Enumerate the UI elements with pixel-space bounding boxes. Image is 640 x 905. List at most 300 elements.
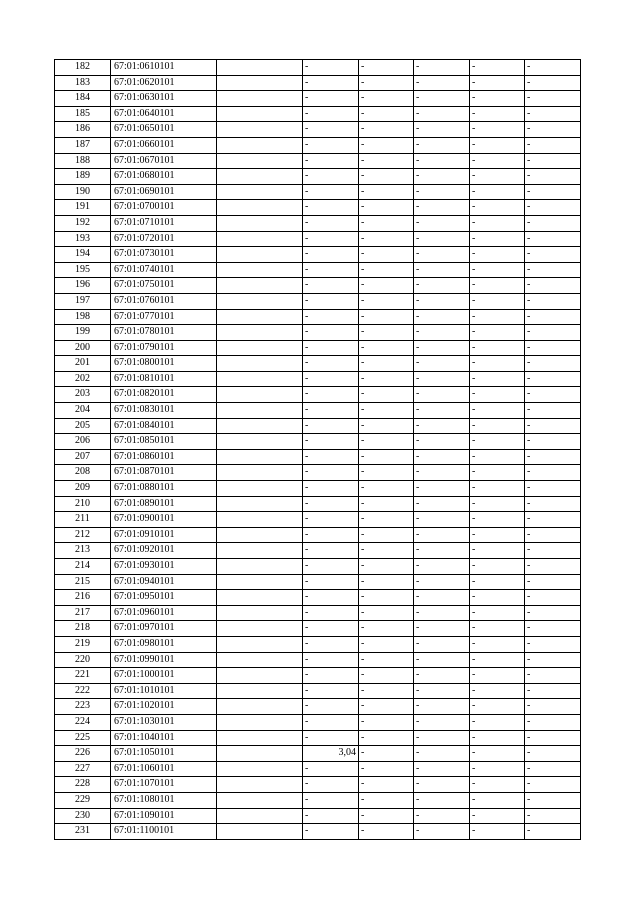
value-1-cell: -: [303, 371, 359, 387]
value-4-cell: -: [470, 293, 525, 309]
row-number-cell: 200: [55, 340, 111, 356]
value-5-cell: -: [525, 231, 581, 247]
row-number-cell: 185: [55, 106, 111, 122]
row-number-cell: 221: [55, 668, 111, 684]
row-number-cell: 184: [55, 91, 111, 107]
table-row: [55, 137, 581, 153]
value-5-cell: -: [525, 621, 581, 637]
value-5-cell: -: [525, 153, 581, 169]
value-2-cell: -: [359, 387, 414, 403]
value-3-cell: -: [414, 683, 470, 699]
cadastral-code-cell: 67:01:0930101: [111, 559, 217, 575]
value-5-cell: -: [525, 60, 581, 76]
value-2-cell: -: [359, 153, 414, 169]
value-1-cell: -: [303, 340, 359, 356]
value-1-cell: -: [303, 153, 359, 169]
row-number-cell: 222: [55, 683, 111, 699]
table-row: [55, 808, 581, 824]
cadastral-code-cell: 67:01:0810101: [111, 371, 217, 387]
name-cell: [217, 808, 303, 824]
name-cell: [217, 605, 303, 621]
name-cell: [217, 247, 303, 263]
cadastral-code-cell: 67:01:1000101: [111, 668, 217, 684]
value-2-cell: -: [359, 636, 414, 652]
cadastral-code-cell: 67:01:1090101: [111, 808, 217, 824]
table-row: [55, 106, 581, 122]
value-1-cell: -: [303, 621, 359, 637]
value-2-cell: -: [359, 543, 414, 559]
name-cell: [217, 137, 303, 153]
row-number-cell: 209: [55, 481, 111, 497]
name-cell: [217, 200, 303, 216]
value-4-cell: -: [470, 278, 525, 294]
value-3-cell: -: [414, 496, 470, 512]
name-cell: [217, 652, 303, 668]
cadastral-code-cell: 67:01:0990101: [111, 652, 217, 668]
name-cell: [217, 215, 303, 231]
row-number-cell: 182: [55, 60, 111, 76]
value-4-cell: -: [470, 590, 525, 606]
table-row: [55, 465, 581, 481]
value-3-cell: -: [414, 122, 470, 138]
value-1-cell: -: [303, 387, 359, 403]
name-cell: [217, 418, 303, 434]
table-row: [55, 496, 581, 512]
name-cell: [217, 403, 303, 419]
value-1-cell: -: [303, 699, 359, 715]
value-5-cell: -: [525, 122, 581, 138]
table-row: [55, 761, 581, 777]
value-4-cell: -: [470, 605, 525, 621]
name-cell: [217, 153, 303, 169]
cadastral-code-cell: 67:01:0750101: [111, 278, 217, 294]
value-4-cell: -: [470, 699, 525, 715]
value-1-cell: -: [303, 652, 359, 668]
value-5-cell: -: [525, 403, 581, 419]
value-2-cell: -: [359, 699, 414, 715]
table-row: [55, 418, 581, 434]
cadastral-code-cell: 67:01:0670101: [111, 153, 217, 169]
value-3-cell: -: [414, 371, 470, 387]
table-row: [55, 231, 581, 247]
row-number-cell: 219: [55, 636, 111, 652]
cadastral-code-cell: 67:01:1010101: [111, 683, 217, 699]
table-row: [55, 247, 581, 263]
value-1-cell: -: [303, 808, 359, 824]
row-number-cell: 187: [55, 137, 111, 153]
row-number-cell: 216: [55, 590, 111, 606]
value-5-cell: -: [525, 574, 581, 590]
row-number-cell: 202: [55, 371, 111, 387]
value-1-cell: -: [303, 403, 359, 419]
value-4-cell: -: [470, 200, 525, 216]
name-cell: [217, 777, 303, 793]
value-4-cell: -: [470, 777, 525, 793]
value-2-cell: -: [359, 247, 414, 263]
value-3-cell: -: [414, 403, 470, 419]
value-3-cell: -: [414, 215, 470, 231]
row-number-cell: 196: [55, 278, 111, 294]
row-number-cell: 192: [55, 215, 111, 231]
value-1-cell: -: [303, 169, 359, 185]
value-2-cell: -: [359, 730, 414, 746]
table-row: [55, 340, 581, 356]
value-1-cell: 3,04: [303, 746, 359, 762]
row-number-cell: 220: [55, 652, 111, 668]
value-4-cell: -: [470, 371, 525, 387]
cadastral-code-cell: 67:01:0920101: [111, 543, 217, 559]
row-number-cell: 205: [55, 418, 111, 434]
value-3-cell: -: [414, 543, 470, 559]
value-4-cell: -: [470, 481, 525, 497]
table-row: [55, 403, 581, 419]
value-4-cell: -: [470, 184, 525, 200]
cadastral-code-cell: 67:01:0830101: [111, 403, 217, 419]
table-row: [55, 824, 581, 840]
value-3-cell: -: [414, 434, 470, 450]
cadastral-code-cell: 67:01:0980101: [111, 636, 217, 652]
name-cell: [217, 683, 303, 699]
value-4-cell: -: [470, 449, 525, 465]
value-4-cell: -: [470, 418, 525, 434]
value-5-cell: -: [525, 137, 581, 153]
value-4-cell: -: [470, 325, 525, 341]
value-5-cell: -: [525, 371, 581, 387]
value-1-cell: -: [303, 668, 359, 684]
value-2-cell: -: [359, 200, 414, 216]
row-number-cell: 193: [55, 231, 111, 247]
value-4-cell: -: [470, 824, 525, 840]
row-number-cell: 229: [55, 792, 111, 808]
value-5-cell: -: [525, 340, 581, 356]
value-4-cell: -: [470, 153, 525, 169]
value-1-cell: -: [303, 559, 359, 575]
value-3-cell: -: [414, 153, 470, 169]
name-cell: [217, 559, 303, 575]
value-2-cell: -: [359, 262, 414, 278]
cadastral-code-cell: 67:01:1060101: [111, 761, 217, 777]
name-cell: [217, 465, 303, 481]
value-5-cell: -: [525, 247, 581, 263]
name-cell: [217, 449, 303, 465]
cadastral-code-cell: 67:01:0680101: [111, 169, 217, 185]
row-number-cell: 212: [55, 527, 111, 543]
name-cell: [217, 714, 303, 730]
row-number-cell: 195: [55, 262, 111, 278]
row-number-cell: 226: [55, 746, 111, 762]
value-3-cell: -: [414, 293, 470, 309]
value-4-cell: -: [470, 215, 525, 231]
value-3-cell: -: [414, 636, 470, 652]
name-cell: [217, 636, 303, 652]
row-number-cell: 194: [55, 247, 111, 263]
value-4-cell: -: [470, 496, 525, 512]
value-4-cell: -: [470, 543, 525, 559]
value-4-cell: -: [470, 262, 525, 278]
value-1-cell: -: [303, 590, 359, 606]
value-1-cell: -: [303, 184, 359, 200]
value-3-cell: -: [414, 714, 470, 730]
value-5-cell: -: [525, 169, 581, 185]
cadastral-code-cell: 67:01:1020101: [111, 699, 217, 715]
value-2-cell: -: [359, 652, 414, 668]
row-number-cell: 217: [55, 605, 111, 621]
value-5-cell: -: [525, 481, 581, 497]
name-cell: [217, 122, 303, 138]
value-5-cell: -: [525, 730, 581, 746]
value-1-cell: -: [303, 496, 359, 512]
name-cell: [217, 325, 303, 341]
value-4-cell: -: [470, 527, 525, 543]
value-1-cell: -: [303, 636, 359, 652]
table-row: [55, 153, 581, 169]
value-5-cell: -: [525, 792, 581, 808]
name-cell: [217, 481, 303, 497]
value-1-cell: -: [303, 122, 359, 138]
value-2-cell: -: [359, 60, 414, 76]
value-3-cell: -: [414, 574, 470, 590]
cadastral-code-cell: 67:01:0950101: [111, 590, 217, 606]
value-1-cell: -: [303, 481, 359, 497]
value-1-cell: -: [303, 356, 359, 372]
name-cell: [217, 792, 303, 808]
cadastral-code-cell: 67:01:0960101: [111, 605, 217, 621]
value-5-cell: -: [525, 465, 581, 481]
value-4-cell: -: [470, 106, 525, 122]
value-5-cell: -: [525, 512, 581, 528]
value-1-cell: -: [303, 714, 359, 730]
value-3-cell: -: [414, 792, 470, 808]
value-3-cell: -: [414, 60, 470, 76]
row-number-cell: 213: [55, 543, 111, 559]
row-number-cell: 197: [55, 293, 111, 309]
value-4-cell: -: [470, 122, 525, 138]
row-number-cell: 204: [55, 403, 111, 419]
value-4-cell: -: [470, 465, 525, 481]
value-3-cell: -: [414, 247, 470, 263]
value-4-cell: -: [470, 714, 525, 730]
row-number-cell: 198: [55, 309, 111, 325]
value-3-cell: -: [414, 652, 470, 668]
value-4-cell: -: [470, 652, 525, 668]
name-cell: [217, 434, 303, 450]
value-2-cell: -: [359, 325, 414, 341]
value-4-cell: -: [470, 668, 525, 684]
cadastral-code-cell: 67:01:0700101: [111, 200, 217, 216]
row-number-cell: 206: [55, 434, 111, 450]
value-5-cell: -: [525, 808, 581, 824]
table-row: [55, 91, 581, 107]
name-cell: [217, 699, 303, 715]
row-number-cell: 227: [55, 761, 111, 777]
name-cell: [217, 262, 303, 278]
value-5-cell: -: [525, 668, 581, 684]
value-1-cell: -: [303, 137, 359, 153]
value-4-cell: -: [470, 340, 525, 356]
value-5-cell: -: [525, 434, 581, 450]
value-2-cell: -: [359, 278, 414, 294]
value-5-cell: -: [525, 652, 581, 668]
value-4-cell: -: [470, 60, 525, 76]
row-number-cell: 208: [55, 465, 111, 481]
table-row: [55, 590, 581, 606]
value-5-cell: -: [525, 746, 581, 762]
value-5-cell: -: [525, 418, 581, 434]
table-row: [55, 169, 581, 185]
cadastral-code-cell: 67:01:0790101: [111, 340, 217, 356]
value-3-cell: -: [414, 527, 470, 543]
value-1-cell: -: [303, 293, 359, 309]
value-3-cell: -: [414, 169, 470, 185]
cadastral-code-cell: 67:01:0770101: [111, 309, 217, 325]
table-row: [55, 730, 581, 746]
value-5-cell: -: [525, 91, 581, 107]
row-number-cell: 224: [55, 714, 111, 730]
value-5-cell: -: [525, 356, 581, 372]
value-1-cell: -: [303, 106, 359, 122]
value-2-cell: -: [359, 340, 414, 356]
value-3-cell: -: [414, 512, 470, 528]
row-number-cell: 199: [55, 325, 111, 341]
table-row: [55, 122, 581, 138]
value-3-cell: -: [414, 356, 470, 372]
value-5-cell: -: [525, 309, 581, 325]
value-1-cell: -: [303, 247, 359, 263]
value-1-cell: -: [303, 75, 359, 91]
cadastral-table-container: [54, 59, 580, 840]
value-3-cell: -: [414, 91, 470, 107]
value-4-cell: -: [470, 621, 525, 637]
value-2-cell: -: [359, 465, 414, 481]
value-4-cell: -: [470, 792, 525, 808]
table-row: [55, 75, 581, 91]
name-cell: [217, 387, 303, 403]
name-cell: [217, 668, 303, 684]
table-row: [55, 184, 581, 200]
value-4-cell: -: [470, 231, 525, 247]
value-1-cell: -: [303, 60, 359, 76]
value-2-cell: -: [359, 418, 414, 434]
table-row: [55, 777, 581, 793]
value-5-cell: -: [525, 543, 581, 559]
value-4-cell: -: [470, 761, 525, 777]
table-row: [55, 309, 581, 325]
name-cell: [217, 761, 303, 777]
value-5-cell: -: [525, 325, 581, 341]
value-1-cell: -: [303, 200, 359, 216]
cadastral-code-cell: 67:01:0650101: [111, 122, 217, 138]
value-2-cell: -: [359, 761, 414, 777]
cadastral-code-cell: 67:01:0900101: [111, 512, 217, 528]
value-2-cell: -: [359, 714, 414, 730]
value-2-cell: -: [359, 356, 414, 372]
value-3-cell: -: [414, 200, 470, 216]
table-row: [55, 714, 581, 730]
value-1-cell: -: [303, 91, 359, 107]
name-cell: [217, 496, 303, 512]
cadastral-code-cell: 67:01:0690101: [111, 184, 217, 200]
value-5-cell: -: [525, 293, 581, 309]
value-1-cell: -: [303, 761, 359, 777]
table-row: [55, 293, 581, 309]
cadastral-code-cell: 67:01:1040101: [111, 730, 217, 746]
value-5-cell: -: [525, 777, 581, 793]
cadastral-code-cell: 67:01:1100101: [111, 824, 217, 840]
value-2-cell: -: [359, 137, 414, 153]
value-4-cell: -: [470, 75, 525, 91]
value-1-cell: -: [303, 824, 359, 840]
row-number-cell: 218: [55, 621, 111, 637]
cadastral-code-cell: 67:01:0710101: [111, 215, 217, 231]
cadastral-code-cell: 67:01:0890101: [111, 496, 217, 512]
value-2-cell: -: [359, 481, 414, 497]
row-number-cell: 223: [55, 699, 111, 715]
value-2-cell: -: [359, 293, 414, 309]
value-5-cell: -: [525, 824, 581, 840]
row-number-cell: 228: [55, 777, 111, 793]
name-cell: [217, 512, 303, 528]
value-5-cell: -: [525, 106, 581, 122]
cadastral-code-cell: 67:01:0610101: [111, 60, 217, 76]
value-3-cell: -: [414, 730, 470, 746]
table-row: [55, 792, 581, 808]
row-number-cell: 214: [55, 559, 111, 575]
value-4-cell: -: [470, 574, 525, 590]
row-number-cell: 215: [55, 574, 111, 590]
table-row: [55, 574, 581, 590]
value-3-cell: -: [414, 761, 470, 777]
value-5-cell: -: [525, 636, 581, 652]
table-row: [55, 512, 581, 528]
table-row: [55, 215, 581, 231]
value-3-cell: -: [414, 777, 470, 793]
name-cell: [217, 730, 303, 746]
value-1-cell: -: [303, 574, 359, 590]
value-2-cell: -: [359, 792, 414, 808]
value-2-cell: -: [359, 559, 414, 575]
value-2-cell: -: [359, 215, 414, 231]
value-3-cell: -: [414, 418, 470, 434]
row-number-cell: 210: [55, 496, 111, 512]
value-2-cell: -: [359, 434, 414, 450]
value-4-cell: -: [470, 559, 525, 575]
cadastral-code-cell: 67:01:0910101: [111, 527, 217, 543]
cadastral-code-cell: 67:01:0800101: [111, 356, 217, 372]
row-number-cell: 230: [55, 808, 111, 824]
row-number-cell: 190: [55, 184, 111, 200]
cadastral-code-cell: 67:01:0880101: [111, 481, 217, 497]
value-3-cell: -: [414, 590, 470, 606]
value-3-cell: -: [414, 824, 470, 840]
table-row: [55, 636, 581, 652]
value-1-cell: -: [303, 792, 359, 808]
table-row: [55, 668, 581, 684]
value-5-cell: -: [525, 75, 581, 91]
value-2-cell: -: [359, 106, 414, 122]
table-body: [55, 60, 581, 840]
cadastral-code-cell: 67:01:0820101: [111, 387, 217, 403]
value-2-cell: -: [359, 122, 414, 138]
name-cell: [217, 184, 303, 200]
table-row: [55, 527, 581, 543]
value-1-cell: -: [303, 278, 359, 294]
value-4-cell: -: [470, 808, 525, 824]
cadastral-code-cell: 67:01:0640101: [111, 106, 217, 122]
table-row: [55, 746, 581, 762]
value-2-cell: -: [359, 668, 414, 684]
value-2-cell: -: [359, 231, 414, 247]
table-row: [55, 434, 581, 450]
